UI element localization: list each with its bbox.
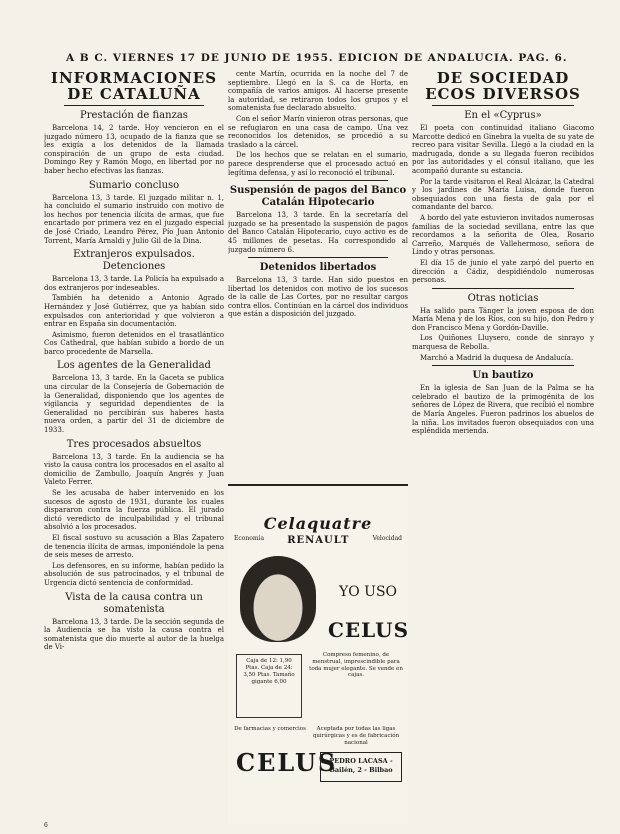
article-body: Barcelona 13, 3 tarde. En la secretaría del juzgado se ha presentado la suspensión de pagos del Banco Catalán Hipotecario, cuyo activo es de 45 millones de pesetas. Ha correspondido al juzgado número 6. <box>228 211 408 254</box>
ad-bottom-right: Aceptada por todas las ligas quirúrgicas y es de fabricación nacional <box>312 726 400 746</box>
article-body: Barcelona 13, 3 tarde. El juzgado militar n. 1, ha concluido el sumario instruido con motivo de los hechos por tenencia ilícita de armas, que fue encartado por primera vez en el juzgado especial de José Criado, Leandro Pérez, Pío Juan Antonio Torrent, María Arnaldi y Julio Gil de la Dina. <box>44 193 224 245</box>
article-title: Otras noticias <box>467 292 539 304</box>
ad-small-left: Economía <box>234 535 265 542</box>
article-body: Barcelona 13, 3 tarde. Han sido puestos en libertad los detenidos con motivo de los sucesos de la calle de Las Cortes, por no resultar cargos contra ellos. Continúan en la cárcel dos individuos que están a disposición del juzgado. <box>228 276 408 319</box>
article-body: Barcelona 13, 3 tarde. En la Gaceta se publica una circular de la Consejería de Gobernación de la Generalidad, disponiendo que los agentes de vigilancia y seguridad dependientes de la Generalidad no percibirán sus haberes hasta nueva orden, a partir del 31 de diciembre de 1933. <box>44 374 224 435</box>
column-middle <box>228 70 408 480</box>
ad-product-logo: CELUS <box>236 748 338 777</box>
ad-bottom-left: De farmacias y comercios <box>234 726 306 732</box>
article-body: Barcelona 14, 2 tarde. Hoy vencieron en el juzgado número 13, ocupado de la fianza que se les exigía a los detenidos de la llamada conspiración de un grupo de esta ciudad. Domingo Rey y Ramón Mogo, en libertad por no haber hecho efectivas las fianzas. <box>44 124 224 175</box>
article-body: Marchó a Madrid la duquesa de Andalucía. <box>420 353 574 362</box>
article-title: Vista de la causa contra un somatenista <box>65 591 203 615</box>
section-title-cataluna: INFORMACIONES DE CATALUÑA <box>50 70 218 103</box>
article-title: Sumario concluso <box>88 179 180 191</box>
divider <box>64 105 204 106</box>
divider <box>432 288 574 289</box>
article-body: Por la tarde visitaron el Real Alcázar, la Catedral y los jardines de María Luisa, donde fueron obsequiados con una fiesta de gala por el comandante del barco. <box>412 177 594 212</box>
divider <box>248 180 388 181</box>
article-body: Barcelona 13, 3 tarde. La Policía ha expulsado a dos extranjeros por indeseables. <box>44 275 224 292</box>
page-footnote: 6 <box>44 822 48 829</box>
advertisement <box>228 484 408 824</box>
article-body: También ha detenido a Antonio Agrado Hernández y José Gutiérrez, que ya habían sido expulsados con anterioridad y que volvieron a entrar en España sin documentación. <box>44 294 224 329</box>
section-title-sociedad: DE SOCIEDAD ECOS DIVERSOS <box>425 70 581 103</box>
ad-headline: Celaquatre <box>263 514 373 533</box>
article-body: cente Martín, ocurrida en la noche del 7 de septiembre. Llegó en la S. ca de Horta, en compañía de varios amigos. Al hacerse presente la autoridad, se retiraron todos los grupos y el somatenista fue declarado absuelto. <box>228 70 408 113</box>
article-title: Un bautizo <box>472 370 534 382</box>
article-body: Asimismo, fueron detenidos en el trasatlántico Cos Cathedral, que habían subido a bordo de un barco procedente de Marsella. <box>44 330 224 356</box>
ad-brand: RENAULT <box>287 535 350 546</box>
article-title: Detenidos libertados <box>259 262 377 274</box>
article-title: Prestación de fianzas <box>80 110 188 121</box>
article-body: Los Quiñones Lluysero, conde de sinrayo y marquesa de Rebolla. <box>412 334 594 352</box>
column-right <box>412 70 594 830</box>
article-body: Barcelona 13, 3 tarde. En la audiencia se ha visto la causa contra los procesados en el asalto al domicilio de Zambullo, Joaquín Angrés y Juan Valeto Ferrer. <box>44 452 224 487</box>
article-title: Extranjeros expulsados. Detenciones <box>73 249 195 273</box>
ad-brand-box: PEDRO LACASA - Bailén, 2 - Bilbao <box>320 752 402 782</box>
ad-price-box: Caja de 12: 1,90 Ptas. Caja de 24: 3,50 Ptas. Tamaño gigante 6,00 <box>236 654 302 718</box>
article-body: De los hechos que se relatan en el sumario, parece desprenderse que el procesado actuó en legítima defensa, y así lo reconoció el tribunal. <box>228 151 408 177</box>
article-body: En la iglesia de San Juan de la Palma se ha celebrado el bautizo de la primogénita de los señores de López de Rivera, que recibió el nombre de María Angeles. Fueron padrinos los abuelos de la niña. Los invitados fueron obsequiados con una espléndida merienda. <box>412 384 594 436</box>
ad-yo-uso: YO USO <box>338 584 398 600</box>
article-body: Barcelona 13, 3 tarde. De la sección segunda de la Audiencia se ha visto la causa contra el somatenista que dio muerte al autor de la huelga de Vi- <box>44 617 224 652</box>
article-body: El fiscal sostuvo su acusación a Blas Zapatero de tenencia ilícita de armas, imponiéndole la pena de seis meses de arresto. <box>44 533 224 560</box>
ad-small-right: Velocidad <box>372 535 402 542</box>
ad-product-name: CELUS <box>328 618 410 642</box>
article-body: El poeta con continuidad italiano Giacomo Marcotte dedicó en Ginebra la vuelta de su yate de recreo para visitar Sevilla. Llegó a la ciudad en la madrugada, donde a su llegada fueron recibidos por las autoridades y el cónsul italiano, que les acompañó durante su estancia. <box>412 124 594 175</box>
divider <box>432 365 574 366</box>
article-body: Se les acusaba de haber intervenido en los sucesos de agosto de 1931, durante los cuales dispararon contra la fuerza pública. El jurado dictó veredicto de inculpabilidad y el tribunal absolvió a los procesados. <box>44 489 224 532</box>
divider <box>248 257 388 258</box>
article-body: Los defensores, en su informe, habían pedido la absolución de sus patrocinados, y el tribunal de Urgencia dictó sentencia de conformidad. <box>44 561 224 587</box>
article-body: A bordo del yate estuvieron invitados numerosas familias de la sociedad sevillana, entre las que recordamos a la señorita de Olea, Rosario Carreño, Marqués de Vallehermoso, señora de Lindo y otras personas. <box>412 213 594 257</box>
column-left <box>44 70 224 830</box>
article-body: El día 15 de junio el yate zarpó del puerto en dirección a Cádiz, despidiéndolo numerosas personas. <box>412 258 594 285</box>
article-title: En el «Cyprus» <box>464 110 542 121</box>
article-title: Los agentes de la Generalidad <box>57 360 211 372</box>
ad-subline <box>228 533 408 548</box>
article-title: Suspensión de pagos del Banco Catalán Hipotecario <box>229 185 407 209</box>
article-body: Con el señor Marín vinieron otras personas, que se refugiaron en una casa de campo. Una vez reconocidos los detenidos, se procedió a su traslado a la cárcel. <box>228 114 408 149</box>
article-title: Tres procesados absueltos <box>66 438 202 450</box>
article-body: Ha salido para Tánger la joven esposa de don María Mena y de los Ríos, con su hijo, don Pedro y don Francisco Mena y Gordón-Daville. <box>412 306 594 332</box>
divider <box>432 105 574 106</box>
ad-body-text: Compreso femenino, de menstrual, imprescindible para toda mujer elegante. Se vende en cajas. <box>309 652 403 679</box>
page-header: A B C. VIERNES 17 DE JUNIO DE 1955. EDICION DE ANDALUCIA. PAG. 6. <box>66 52 568 64</box>
woman-portrait-illustration <box>240 556 316 642</box>
